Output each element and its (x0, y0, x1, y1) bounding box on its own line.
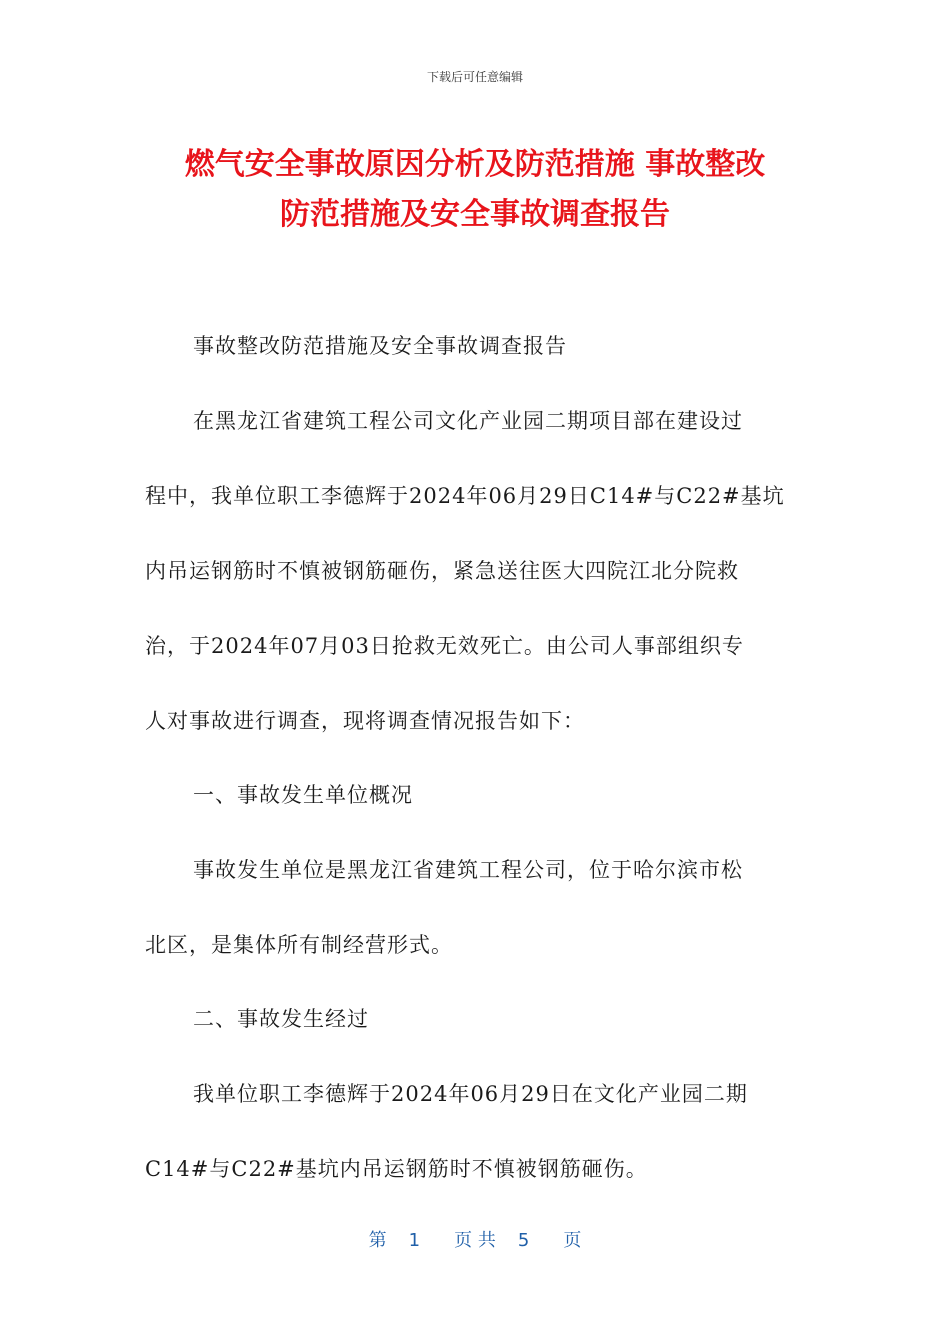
paragraph-line: 我单位职工李德辉于2024年06月29日在文化产业园二期 (193, 1082, 748, 1106)
title-line-1: 燃气安全事故原因分析及防范措施 事故整改 (184, 147, 766, 182)
title-line-2: 防范措施及安全事故调查报告 (280, 197, 670, 232)
footer-prefix: 第 (368, 1230, 387, 1251)
paragraph-line: 治，于2024年07月03日抢救无效死亡。由公司人事部组织专 (145, 634, 744, 658)
footer-total-pages: 5 (517, 1230, 530, 1251)
paragraph-line: 北区，是集体所有制经营形式。 (145, 933, 453, 957)
paragraph-line: 人对事故进行调查，现将调查情况报告如下： (145, 709, 585, 733)
footer-suffix: 页 (563, 1230, 582, 1251)
document-title (120, 140, 830, 240)
paragraph-line: C14#与C22#基坑内吊运钢筋时不慎被钢筋砸伤。 (145, 1157, 648, 1181)
paragraph-line: 程中，我单位职工李德辉于2024年06月29日C14#与C22#基坑 (145, 484, 785, 508)
paragraph-subtitle: 事故整改防范措施及安全事故调查报告 (193, 334, 567, 358)
paragraph-line: 内吊运钢筋时不慎被钢筋砸伤，紧急送往医大四院江北分院救 (145, 559, 739, 583)
footer-middle: 页 共 (454, 1230, 496, 1251)
page-number-footer (0, 1226, 950, 1252)
section-heading-2: 二、事故发生经过 (193, 1007, 369, 1031)
header-note: 下载后可任意编辑 (426, 70, 523, 84)
paragraph-line: 事故发生单位是黑龙江省建筑工程公司，位于哈尔滨市松 (193, 858, 743, 882)
section-heading-1: 一、事故发生单位概况 (193, 783, 413, 807)
paragraph-line: 在黑龙江省建筑工程公司文化产业园二期项目部在建设过 (193, 409, 743, 433)
footer-current-page: 1 (408, 1230, 421, 1251)
